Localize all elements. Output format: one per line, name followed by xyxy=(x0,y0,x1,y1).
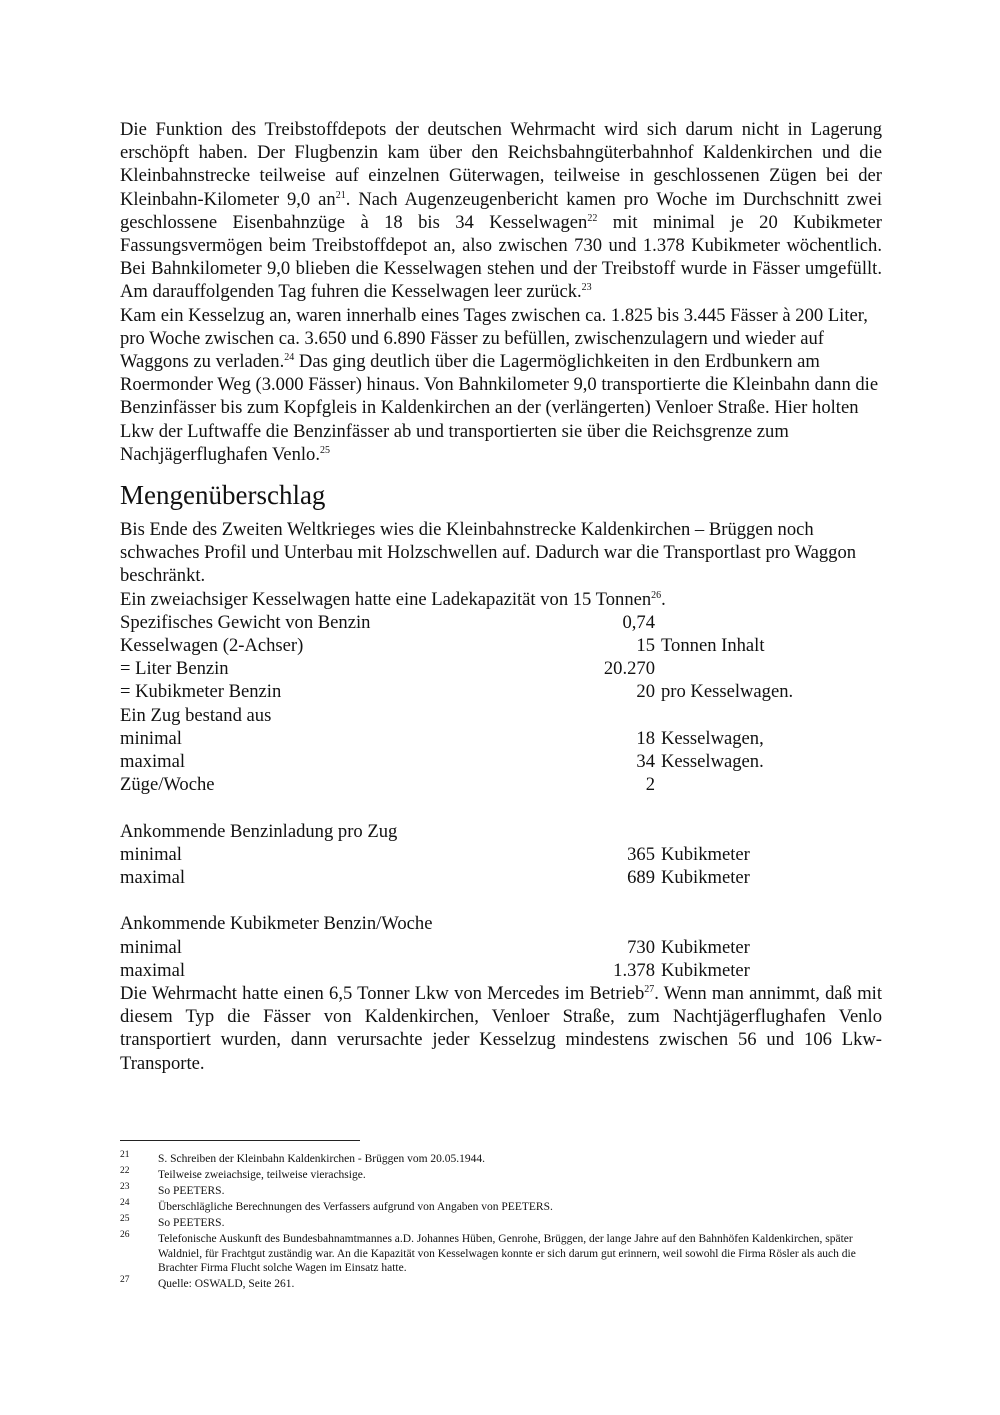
calc-row xyxy=(120,750,793,773)
section-heading: Mengenüberschlag xyxy=(120,480,326,511)
footnote-text: S. Schreiben der Kleinbahn Kaldenkirchen - Brüggen vom 20.05.1944. xyxy=(158,1153,486,1165)
paragraph-track-profile: Bis Ende des Zweiten Weltkrieges wies die Kleinbahnstrecke Kaldenkirchen – Brüggen noch schwaches Profil und Unterbau mit Holzschwellen auf. Dadurch war die Transportlast pro Waggon beschränkt. xyxy=(120,519,857,587)
calc-value: 365 xyxy=(627,843,655,865)
body-text xyxy=(120,118,882,1075)
calc-value: 2 xyxy=(645,774,655,796)
calc-value: 1.378 xyxy=(613,959,655,981)
calc-unit: Kesselwagen. xyxy=(661,751,764,773)
calc-label xyxy=(120,889,485,912)
calc-label: minimal xyxy=(120,936,182,958)
calc-unit xyxy=(655,820,793,843)
footnote-number: 25 xyxy=(120,1213,130,1224)
calc-unit: pro Kesselwagen. xyxy=(661,681,794,703)
calc-label: = Kubikmeter Benzin xyxy=(120,681,282,703)
calc-unit xyxy=(655,704,793,727)
footnote-number: 22 xyxy=(120,1165,130,1176)
calc-value xyxy=(485,796,655,819)
calc-unit xyxy=(655,611,793,634)
text-segment: Das ging deutlich über die Lagermöglichkeiten in den Erdbunkern am Roermonder Weg (3.000 Fässer) hinaus. Von Bahnkilometer 9,0 transportierte die Kleinbahn dann die Benzinfässer bis zum Kopfgleis in Kaldenkirchen an der (verlängerten) Venloer Straße. Hier holten Lkw der Luftwaffe die Benzinfässer ab und transportierten sie über die Reichsgrenze zum Nachjägerflughafen Venlo. xyxy=(120,351,879,465)
calc-unit xyxy=(655,657,793,680)
calc-unit xyxy=(655,773,793,796)
calc-label: = Liter Benzin xyxy=(120,658,229,680)
calc-label: Ankommende Benzinladung pro Zug xyxy=(120,820,398,842)
footnote-text: So PEETERS. xyxy=(158,1216,225,1229)
calc-value: 20 xyxy=(636,681,655,703)
footnote xyxy=(120,1197,882,1215)
footnote xyxy=(120,1229,882,1276)
footnote xyxy=(120,1213,882,1231)
calc-label: minimal xyxy=(120,843,182,865)
footnote-divider xyxy=(120,1140,360,1141)
calc-value: 689 xyxy=(627,867,655,889)
footnote-number: 24 xyxy=(120,1197,130,1208)
calc-value: 34 xyxy=(636,751,655,773)
calc-row xyxy=(120,959,793,982)
calc-label: Ankommende Kubikmeter Benzin/Woche xyxy=(120,913,433,935)
calc-value: 15 xyxy=(636,635,655,657)
footnote-ref: 25 xyxy=(319,444,330,456)
calc-label: Züge/Woche xyxy=(120,774,215,796)
footnote-ref: 27 xyxy=(644,984,655,996)
calc-value xyxy=(485,820,655,843)
calc-row xyxy=(120,866,793,889)
footnote xyxy=(120,1277,882,1292)
calc-unit: Kesselwagen, xyxy=(661,727,764,749)
footnote-ref: 22 xyxy=(587,212,598,224)
calc-value xyxy=(485,704,655,727)
calc-value xyxy=(485,912,655,935)
calc-row xyxy=(120,889,793,912)
calc-label xyxy=(120,796,485,819)
calc-label: maximal xyxy=(120,867,186,889)
footnote-number: 27 xyxy=(120,1275,130,1286)
calc-label: minimal xyxy=(120,727,182,749)
footnote-ref: 24 xyxy=(284,352,295,364)
text-segment: . Nach Augenzeugenbericht kamen pro Woche im Durchschnitt zwei geschlossene Eisenbahnzüge à 18 bis 34 Kesselwagen xyxy=(120,188,882,233)
calc-row xyxy=(120,634,793,657)
footnote-text: Telefonische Auskunft des Bundesbahnamtmannes a.D. Johannes Hüben, Genrohe, Brüggen, der lange Jahre auf den Bahnhöfen Kaldenkirchen, später Waldniel, für Frachtgut zuständig war. An die Kapazität von Kesselwagen konnte er sich darum gut erinnern, weil sowohl die Firma Rösler als auch die Brachter Firma Flucht solche Wagen im Einsatz hatte. xyxy=(158,1232,856,1275)
text-segment: Ein zweiachsiger Kesselwagen hatte eine Ladekapazität von 15 Tonnen xyxy=(120,588,652,610)
calc-unit: Kubikmeter xyxy=(661,867,750,889)
text-segment: mit minimal je 20 Kubikmeter Fassungsvermögen beim Treibstoffdepot an, also zwischen 730 und 1.378 Kubikmeter wöchentlich. Bei Bahnkilometer 9,0 blieben die Kesselwagen stehen und der Treibstoff wurde in Fässer umgefüllt. Am darauffolgenden Tag fuhren die Kesselwagen leer zurück. xyxy=(120,211,882,303)
calc-value: 0,74 xyxy=(622,611,655,633)
quantity-calculation-table xyxy=(120,611,793,982)
footnote-text: So PEETERS. xyxy=(158,1184,225,1197)
footnote-number: 26 xyxy=(120,1229,130,1240)
footnote-ref: 23 xyxy=(581,282,592,294)
calc-unit: Kubikmeter xyxy=(661,843,750,865)
footnote xyxy=(120,1165,882,1183)
calc-unit: Kubikmeter xyxy=(661,959,750,981)
text-segment: . xyxy=(661,588,666,610)
paragraph-truck-transports xyxy=(120,982,882,1075)
calc-row xyxy=(120,657,793,680)
footnote-text: Teilweise zweiachsige, teilweise vierachsige. xyxy=(158,1168,366,1181)
text-segment: Kam ein Kesselzug an, waren innerhalb eines Tages zwischen ca. 1.825 bis 3.445 Fässer à 200 Liter, pro Woche zwischen ca. 3.650 und 6.890 Fässer zu befüllen, zwischenzulagern und wieder auf Waggons zu verladen. xyxy=(120,304,868,373)
calc-label: Ein Zug bestand aus xyxy=(120,704,272,726)
calc-row xyxy=(120,680,793,703)
calc-row xyxy=(120,773,793,796)
footnotes xyxy=(120,1152,882,1293)
footnote xyxy=(120,1181,882,1199)
footnote-number: 21 xyxy=(120,1150,130,1160)
footnote-number: 23 xyxy=(120,1181,130,1192)
footnote-text: Überschlägliche Berechnungen des Verfassers aufgrund von Angaben von PEETERS. xyxy=(158,1200,553,1213)
calc-row xyxy=(120,704,793,727)
calc-value xyxy=(485,889,655,912)
footnote-text: Quelle: OSWALD, Seite 261. xyxy=(158,1278,295,1291)
calc-label: Kesselwagen (2-Achser) xyxy=(120,635,304,657)
calc-unit xyxy=(655,912,793,935)
calc-row xyxy=(120,727,793,750)
footnote-ref: 26 xyxy=(651,589,662,601)
footnote xyxy=(120,1152,882,1167)
calc-value: 20.270 xyxy=(603,658,655,680)
calc-value: 730 xyxy=(627,936,655,958)
footnote-ref: 21 xyxy=(335,189,346,201)
calc-label: maximal xyxy=(120,959,186,981)
calc-unit xyxy=(655,889,793,912)
calc-row xyxy=(120,936,793,959)
text-segment: Die Wehrmacht hatte einen 6,5 Tonner Lkw von Mercedes im Betrieb xyxy=(120,983,645,1005)
calc-label: maximal xyxy=(120,751,186,773)
calc-value: 18 xyxy=(636,727,655,749)
text-segment: . Wenn man annimmt, daß mit diesem Typ die Fässer von Kaldenkirchen, Venloer Straße, zum Nachtjägerflughafen Venlo transportiert wurden, dann verursachte jeder Kesselzug mindestens zwischen 56 und 106 Lkw-Transporte. xyxy=(120,983,882,1074)
calc-unit xyxy=(655,796,793,819)
text-segment: Die Funktion des Treibstoffdepots der deutschen Wehrmacht wird sich darum nicht in Lagerung erschöpft haben. Der Flugbenzin kam über den Reichsbahngüterbahnhof Kaldenkirchen und die Kleinbahnstrecke teilweise auf einzelnen Güterwagen, teilweise in geschlossenen Zügen bei der Kleinbahn-Kilometer 9,0 an xyxy=(120,119,882,210)
paragraph-fuel-depot-function xyxy=(120,118,882,304)
paragraph-barrel-handling xyxy=(120,304,882,466)
paragraph-tank-capacity xyxy=(120,588,882,611)
calc-label: Spezifisches Gewicht von Benzin xyxy=(120,611,371,633)
calc-row xyxy=(120,796,793,819)
calc-unit: Kubikmeter xyxy=(661,936,750,958)
calc-row xyxy=(120,912,793,935)
calc-row xyxy=(120,843,793,866)
calc-row xyxy=(120,820,793,843)
calc-unit: Tonnen Inhalt xyxy=(661,635,765,657)
calc-row xyxy=(120,611,793,634)
